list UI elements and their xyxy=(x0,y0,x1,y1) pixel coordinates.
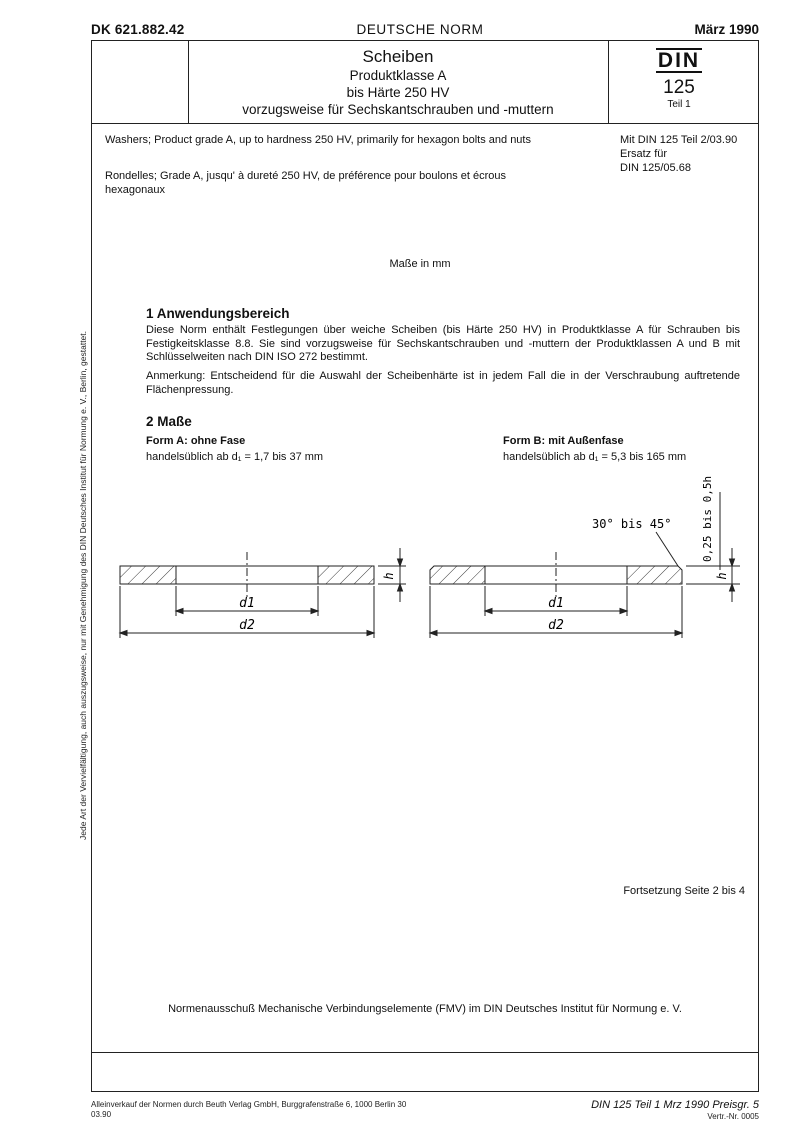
issue-date: März 1990 xyxy=(694,22,759,37)
page-title: Scheiben xyxy=(362,47,434,66)
din-part: Teil 1 xyxy=(667,99,691,110)
title-block xyxy=(188,46,608,118)
title-line-2: Produktklasse A xyxy=(349,68,447,83)
header-divider xyxy=(91,123,759,124)
replacement-line-1: Mit DIN 125 Teil 2/03.90 xyxy=(620,134,738,146)
dk-number: DK 621.882.42 xyxy=(91,22,185,37)
section-1-note: Anmerkung: Entscheidend für die Auswahl der Scheibenhärte ist in jedem Fall die in der Verschraubung auftretende Flächenpressung. xyxy=(146,370,740,396)
form-b-h-label: h xyxy=(715,572,729,580)
footer-publisher xyxy=(91,1100,491,1120)
din-logo: DIN xyxy=(657,49,701,72)
chamfer-height-label: 0,25 bis 0,5h xyxy=(701,475,714,562)
form-a-left-section xyxy=(120,566,176,584)
form-a-h-label: h xyxy=(382,572,396,580)
form-b-label: Form B: xyxy=(503,435,546,447)
replacement-line-3: DIN 125/05.68 xyxy=(620,162,691,174)
continuation-note: Fortsetzung Seite 2 bis 4 xyxy=(623,885,745,897)
title-line-3: bis Härte 250 HV xyxy=(346,85,450,100)
form-b-title xyxy=(503,434,624,448)
form-b-drawing xyxy=(430,492,740,638)
form-b-desc: mit Außenfase xyxy=(548,435,624,447)
footer-divider xyxy=(91,1052,759,1053)
title-line-4: vorzugsweise für Sechskantschrauben und -muttern xyxy=(242,102,554,117)
footer-vertr: Vertr.-Nr. 0005 xyxy=(707,1112,759,1121)
form-b-d1-label: d1 xyxy=(548,596,564,611)
form-b-left-section xyxy=(430,566,485,584)
form-a-label: Form A: xyxy=(146,435,188,447)
form-a-d1-label: d1 xyxy=(239,596,255,611)
form-a-desc: ohne Fase xyxy=(190,435,246,447)
washer-drawing xyxy=(100,470,750,640)
replacement-line-2: Ersatz für xyxy=(620,148,668,160)
din-number-box xyxy=(650,48,708,111)
footer-code: 03.90 xyxy=(91,1110,112,1119)
chamfer-angle-label: 30° bis 45° xyxy=(592,517,672,531)
form-a-title xyxy=(146,434,245,448)
section-2-heading: 2 Maße xyxy=(146,414,192,429)
copyright-sidebar: Jede Art der Vervielfältigung, auch auszugsweise, nur mit Genehmigung des DIN Deutsches Institut für Normung e. V., Berlin, gestattet. xyxy=(78,330,88,840)
form-a-d2-label: d2 xyxy=(239,618,255,633)
committee-line: Normenausschuß Mechanische Verbindungselemente (FMV) im DIN Deutsches Institut für Normung e. V. xyxy=(168,1003,682,1015)
form-b-range: handelsüblich ab d₁ = 5,3 bis 165 mm xyxy=(503,451,687,463)
form-b-d2-label: d2 xyxy=(548,618,564,633)
form-b-right-section xyxy=(627,566,682,584)
french-title: Rondelles; Grade A, jusqu' à dureté 250 HV, de préférence pour boulons et écrous hexagonaux xyxy=(105,170,507,196)
units-note: Maße in mm xyxy=(389,258,451,270)
section-1-paragraph: Diese Norm enthält Festlegungen über weiche Scheiben (bis Härte 250 HV) in Produktklasse A für Schrauben bis Festigkeitsklasse 8.8. Sie sind vorzugsweise für Sechskantschrauben und -muttern der Produktklassen A und B mit Schlüsselweiten nach DIN ISO 272 bestimmt. xyxy=(146,324,740,363)
form-a-drawing xyxy=(120,548,406,638)
replacement-info xyxy=(620,133,755,175)
footer-reference: DIN 125 Teil 1 Mrz 1990 Preisgr. 5 xyxy=(591,1099,759,1111)
form-a-range: handelsüblich ab d₁ = 1,7 bis 37 mm xyxy=(146,451,324,463)
norm-label: DEUTSCHE NORM xyxy=(356,22,484,37)
form-a-right-section xyxy=(318,566,374,584)
english-title: Washers; Product grade A, up to hardness 250 HV, primarily for hexagon bolts and nuts xyxy=(105,134,531,146)
din-standard-number: 125 xyxy=(663,77,695,98)
footer-publisher-text: Alleinverkauf der Normen durch Beuth Verlag GmbH, Burggrafenstraße 6, 1000 Berlin 30 xyxy=(91,1100,407,1109)
section-1-heading: 1 Anwendungsbereich xyxy=(146,306,290,321)
title-right-divider xyxy=(608,40,609,123)
